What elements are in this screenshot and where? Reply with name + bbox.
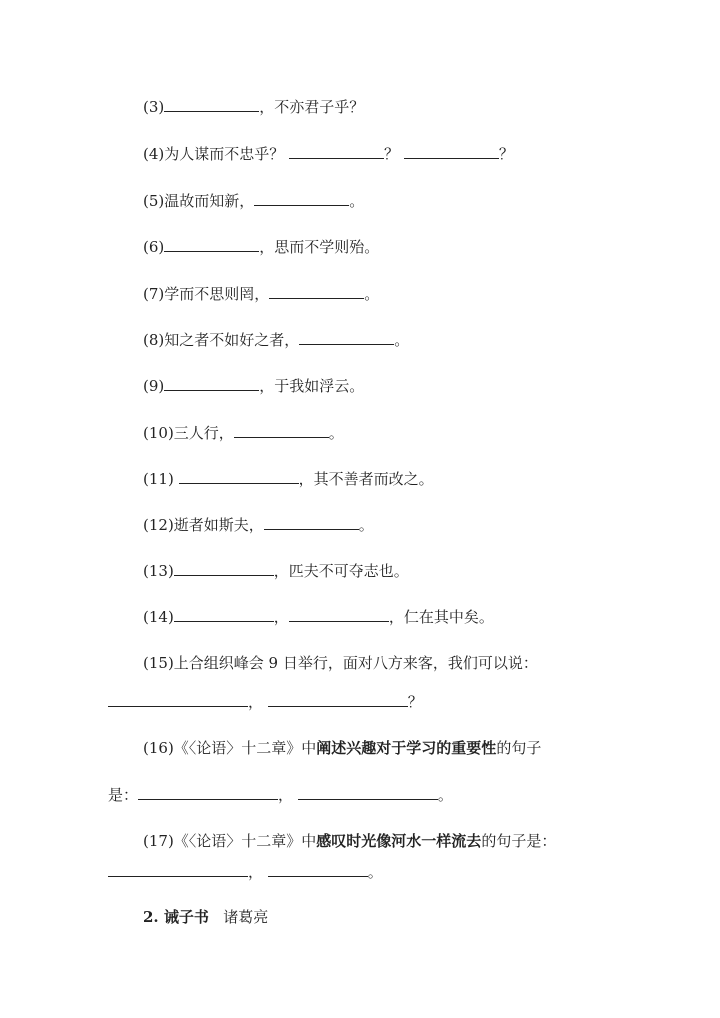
question-15 [143, 653, 538, 673]
q-text: (12)逝者如斯夫， [143, 516, 264, 534]
question-16-answer [108, 785, 453, 805]
q-punct: ， [278, 786, 294, 804]
blank[interactable] [404, 144, 499, 159]
blank[interactable] [289, 607, 389, 622]
blank[interactable] [298, 785, 438, 800]
q-num: (9) [143, 377, 165, 395]
question-10 [143, 423, 344, 443]
q-text: ，思而不学则殆。 [259, 238, 380, 256]
q-text: (7)学而不思则罔， [143, 285, 270, 303]
q-text: ，不亦君子乎？ [259, 98, 365, 116]
q-punct: ？ [407, 693, 423, 711]
q-text: ，仁在其中矣。 [388, 608, 494, 626]
question-4 [143, 144, 514, 164]
question-17-answer [108, 862, 383, 882]
blank[interactable] [108, 862, 248, 877]
q-emphasis: 感叹时光像河水一样流去 [316, 832, 482, 850]
question-17 [143, 831, 556, 851]
section-author: 诸葛亮 [223, 908, 269, 926]
blank[interactable] [299, 330, 394, 345]
blank[interactable] [179, 469, 299, 484]
q-punct: 。 [358, 516, 374, 534]
q-punct: ， [248, 693, 264, 711]
blank[interactable] [164, 376, 259, 391]
q-punct: ， [248, 863, 264, 881]
question-14 [143, 607, 494, 627]
question-15-answer [108, 692, 423, 712]
blank[interactable] [138, 785, 278, 800]
question-12 [143, 515, 374, 535]
q-num: (3) [143, 98, 165, 116]
q-num: (6) [143, 238, 165, 256]
q-text: (4)为人谋而不忠乎？ [143, 145, 285, 163]
section-heading [143, 907, 268, 927]
q-punct: ？ [498, 145, 514, 163]
q-text: (17)《〈论语〉十二章》中 [143, 832, 317, 850]
q-num: (11) [143, 470, 179, 488]
blank[interactable] [254, 191, 349, 206]
blank[interactable] [264, 515, 359, 530]
blank[interactable] [289, 144, 384, 159]
q-text: 是： [108, 786, 139, 804]
q-emphasis: 阐述兴趣对于学习的重要性 [316, 739, 497, 757]
q-text: (10)三人行， [143, 424, 234, 442]
q-punct: 。 [394, 331, 410, 349]
question-8 [143, 330, 409, 350]
blank[interactable] [269, 284, 364, 299]
blank[interactable] [174, 607, 274, 622]
blank[interactable] [108, 692, 248, 707]
section-title: 2. 诫子书 [143, 908, 209, 926]
q-text: (8)知之者不如好之者， [143, 331, 300, 349]
question-5 [143, 191, 364, 211]
blank[interactable] [268, 862, 368, 877]
q-text: ，于我如浮云。 [259, 377, 365, 395]
blank[interactable] [174, 561, 274, 576]
q-punct: ？ [384, 145, 400, 163]
blank[interactable] [268, 692, 408, 707]
question-6 [143, 237, 379, 257]
q-text: 的句子 [496, 739, 542, 757]
blank[interactable] [164, 237, 259, 252]
q-num: (14) [143, 608, 174, 626]
q-text: (15)上合组织峰会 9 日举行，面对八方来客，我们可以说： [143, 654, 538, 672]
question-9 [143, 376, 364, 396]
q-text: ，匹夫不可夺志也。 [273, 562, 409, 580]
q-punct: 。 [349, 192, 365, 210]
q-text: (16)《〈论语〉十二章》中 [143, 739, 317, 757]
question-16 [143, 738, 541, 758]
question-7 [143, 284, 379, 304]
blank[interactable] [164, 97, 259, 112]
q-num: (13) [143, 562, 174, 580]
q-punct: ， [273, 608, 289, 626]
question-13 [143, 561, 409, 581]
q-punct: 。 [364, 285, 380, 303]
question-11 [143, 469, 434, 489]
question-3 [143, 97, 364, 117]
q-text: (5)温故而知新， [143, 192, 255, 210]
q-text: ，其不善者而改之。 [298, 470, 434, 488]
blank[interactable] [234, 423, 329, 438]
q-text: 的句子是： [481, 832, 557, 850]
q-punct: 。 [328, 424, 344, 442]
q-punct: 。 [437, 786, 453, 804]
q-punct: 。 [367, 863, 383, 881]
